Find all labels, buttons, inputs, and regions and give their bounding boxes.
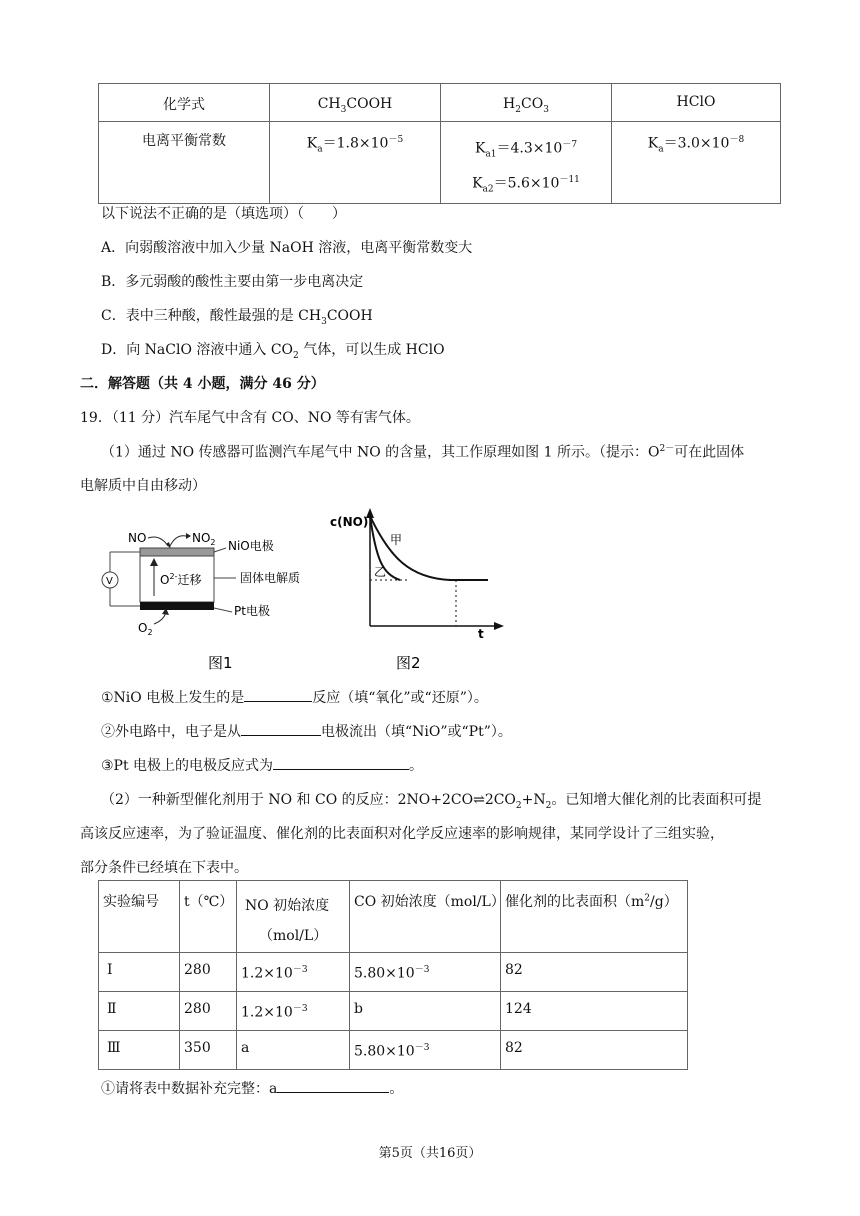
figure-2-caption: 图2 bbox=[396, 654, 421, 672]
nio-label: NiO电极 bbox=[228, 539, 274, 553]
no2-label: $NO_2$ bbox=[192, 531, 216, 547]
o2-label: $O_2$ bbox=[138, 621, 153, 637]
part1-text: （1）通过 NO 传感器可监测汽车尾气中 NO 的含量，其工作原理如图 1 所示。（提示：$O^{2-}$可在此固体 bbox=[101, 444, 745, 461]
question-19-title: 19．（11 分）汽车尾气中含有 CO、NO 等有害气体。 bbox=[80, 410, 420, 426]
part2-text-cont2: 部分条件已经填在下表中。 bbox=[80, 860, 248, 876]
page-footer: 第5页（共16页） bbox=[378, 1146, 482, 1161]
experiment-table bbox=[98, 880, 688, 1070]
o2-migration-label: $O^{2-}$迁移 bbox=[160, 572, 202, 587]
table-header: $H_2CO_3$ bbox=[441, 84, 612, 122]
table-header: $CH_3COOH$ bbox=[270, 84, 441, 122]
y-axis-label: c(NO) bbox=[330, 515, 369, 529]
table-row: Ⅱ 280 $1.2\times 10^{-3}$ b 124 bbox=[99, 992, 688, 1031]
curve-jia bbox=[370, 516, 488, 580]
part2-text-cont: 高该反应速率，为了验证温度、催化剂的比表面积对化学反应速率的影响规律，某同学设计了三组实验， bbox=[80, 826, 724, 842]
no-label: NO bbox=[128, 531, 147, 545]
part2-text: （2）一种新型催化剂用于 NO 和 CO 的反应：$2NO+2CO\rightleftharpoons 2CO_2+N_2$。已知增大催化剂的比表面积可提 bbox=[101, 792, 762, 811]
table-header: 实验编号 bbox=[99, 881, 180, 953]
part1-text-cont: 电解质中自由移动） bbox=[80, 478, 206, 494]
option-a: A．向弱酸溶液中加入少量 NaOH 溶液，电离平衡常数变大 bbox=[101, 240, 473, 256]
fill-question: ①请将表中数据补充完整：a 。 bbox=[101, 1078, 403, 1098]
option-d: D．向 NaClO 溶液中通入 $CO_2$ 气体，可以生成 HClO bbox=[101, 342, 445, 361]
table-cell: $K_a=1.8\times 10^{-5}$ bbox=[270, 122, 441, 204]
sub-question-2: ②外电路中，电子是从 电极流出（填“NiO”或“Pt”）。 bbox=[101, 721, 512, 741]
electrolyte-label: 固体电解质 bbox=[240, 571, 301, 585]
sub-question-3: ③Pt 电极上的电极反应式为 。 bbox=[101, 755, 423, 775]
ionization-constant-table bbox=[98, 83, 781, 204]
question-stem: 以下说法不正确的是（填选项）（ ） bbox=[101, 206, 346, 222]
table-cell: $K_{a1}=4.3\times 10^{-7}$ $K_{a2}=5.6\times 10^{-11}$ bbox=[441, 122, 612, 204]
pt-label: Pt电极 bbox=[234, 604, 270, 618]
pt-electrode bbox=[140, 602, 214, 610]
figure-1-caption: 图1 bbox=[208, 654, 233, 670]
table-header: NO 初始浓度 （mol/L） bbox=[237, 881, 350, 953]
curve-yi-label: 乙 bbox=[374, 565, 387, 579]
table-header: 催化剂的比表面积$(m^2/g)$ bbox=[501, 881, 688, 953]
sensor-diagram bbox=[98, 520, 328, 670]
concentration-graph bbox=[330, 508, 505, 673]
option-c: C．表中三种酸，酸性最强的是 $CH_3COOH$ bbox=[101, 308, 373, 327]
nio-electrode bbox=[140, 548, 214, 556]
section-title: 二．解答题（共 4 小题，满分 46 分） bbox=[80, 376, 325, 392]
row-label: 电离平衡常数 bbox=[99, 122, 270, 204]
table-header: t（℃） bbox=[180, 881, 237, 953]
table-header: HClO bbox=[612, 84, 781, 122]
table-cell: $K_a=3.0\times 10^{-8}$ bbox=[612, 122, 781, 204]
table-row: Ⅰ 280 $1.2\times 10^{-3}$ $5.80\times 10^{-3}$ 82 bbox=[99, 953, 688, 992]
x-axis-label: t bbox=[478, 627, 484, 641]
table-row: Ⅲ 350 a $5.80\times 10^{-3}$ 82 bbox=[99, 1031, 688, 1070]
option-b: B．多元弱酸的酸性主要由第一步电离决定 bbox=[101, 274, 364, 290]
table-header: CO 初始浓度（mol/L） bbox=[350, 881, 501, 953]
curve-jia-label: 甲 bbox=[390, 533, 403, 547]
sub-question-1: ①NiO 电极上发生的是 反应（填“氧化”或“还原”）。 bbox=[101, 687, 488, 707]
table-header: 化学式 bbox=[99, 84, 270, 122]
voltmeter-label: V bbox=[106, 576, 113, 587]
